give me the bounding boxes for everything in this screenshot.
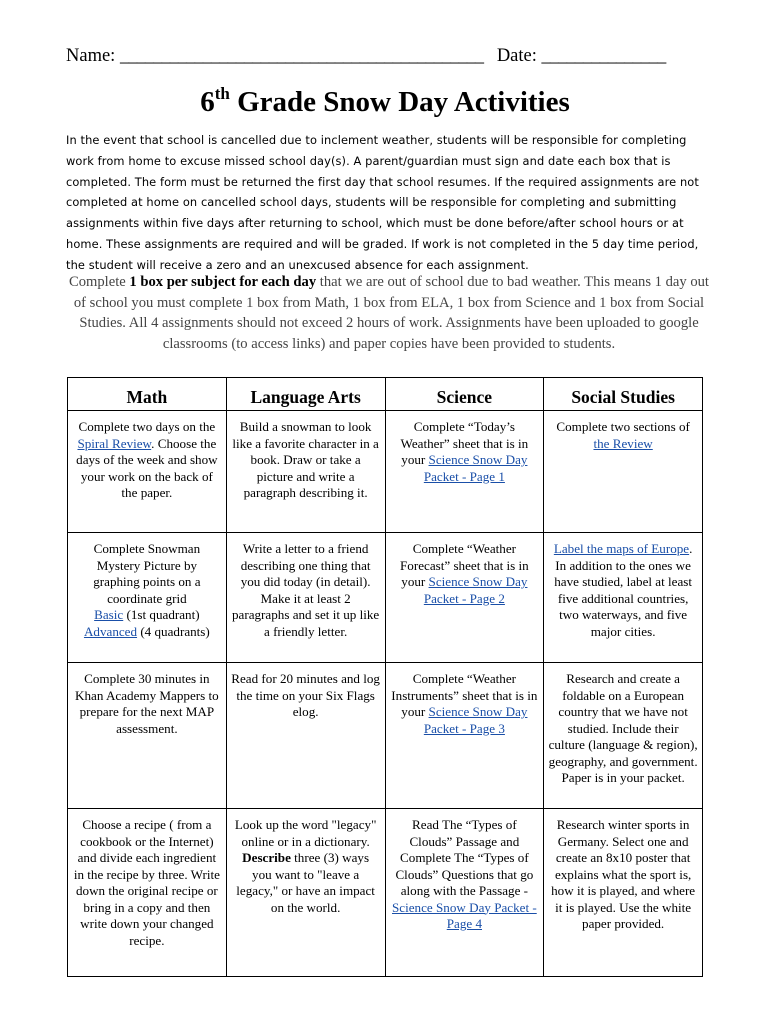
cell-text: three (3) ways you want to "leave a legacy," or have an impact on the world. (236, 850, 375, 915)
cell-ss-4: Research winter sports in Germany. Select one and create an 8x10 poster that explains what the sport is, how it is played, and where it is played. Use the white paper provided. (544, 809, 703, 977)
instructions-bold: 1 box per subject for each day (129, 274, 317, 290)
cell-text: Complete “Today’s Weather” sheet that is in your (400, 419, 529, 467)
cell-math-4: Choose a recipe ( from a cookbook or the Internet) and divide each ingredient in the recipe by three. Write down the original recipe or bring in a copy and then write down your changed recipe. (68, 809, 227, 977)
cell-text: (1st quadrant) (123, 607, 200, 622)
title-number: 6 (200, 86, 215, 118)
cell-bold-text: Describe (242, 850, 291, 865)
cell-ss-1 (544, 411, 703, 533)
cell-ela-4 (226, 809, 385, 977)
title-text: Grade Snow Day Activities (237, 86, 570, 118)
basic-link[interactable]: Basic (94, 607, 124, 622)
cell-text: (4 quadrants) (137, 623, 210, 639)
header-social-studies: Social Studies (544, 378, 703, 411)
table-row (68, 411, 703, 533)
intro-paragraph: In the event that school is cancelled due to inclement weather, students will be responsible for completing work from home to excuse missed school day(s). A parent/guardian must sign and date each box that is completed. The form must be returned the first day that school resumes. If the required assignments are not completed at home on cancelled school days, students will be responsible for completing and submitting assignments within five days after returning to school, which must be done before/after school hours or at home. These assignments are required and will be graded. If work is not completed in the 5 day time period, the student will receive a zero and an unexcused absence for each assignment. (66, 133, 699, 272)
cell-text: Complete two sections of (556, 419, 690, 434)
cell-ela-3: Read for 20 minutes and log the time on your Six Flags elog. (226, 663, 385, 809)
header-science: Science (385, 378, 544, 411)
cell-science-3 (385, 663, 544, 809)
date-label: Date: (496, 46, 537, 66)
header-math: Math (68, 378, 227, 411)
cell-text: . In addition to the ones we have studied, label at least five additional countries, two waterways, and five major cities. (554, 541, 693, 639)
name-date-line (66, 46, 706, 67)
science-packet-page2-link[interactable]: Science Snow Day Packet - Page 2 (423, 574, 528, 606)
activities-table (67, 377, 703, 977)
cell-text: Complete “Weather Instruments” sheet that is in your (391, 671, 538, 719)
instructions-post: that we are out of school due to bad weather. This means 1 day out of school you must complete 1 box from Math, 1 box from ELA, 1 box from Science and 1 box from Social Studies. All 4 assignments should not exceed 2 hours of work. Assignments have been uploaded to google classrooms (to access links) and paper copies have been provided to students. (73, 274, 709, 353)
instructions-paragraph (66, 272, 712, 355)
advanced-link[interactable]: Advanced (83, 623, 138, 639)
cell-science-1 (385, 411, 544, 533)
table-row (68, 809, 703, 977)
cell-text: Look up the word "legacy" online or in a dictionary. (234, 817, 377, 849)
cell-science-4 (385, 809, 544, 977)
spiral-review-link[interactable]: Spiral Review (77, 435, 152, 451)
science-packet-page4-link[interactable]: Science Snow Day Packet - Page 4 (392, 899, 537, 931)
header-language-arts: Language Arts (226, 378, 385, 411)
the-review-link[interactable]: the Review (593, 435, 653, 451)
science-packet-page3-link[interactable]: Science Snow Day Packet - Page 3 (423, 704, 528, 736)
cell-text: Complete Snowman Mystery Picture by graphing points on a coordinate grid (93, 541, 201, 606)
science-packet-page1-link[interactable]: Science Snow Day Packet - Page 1 (423, 452, 528, 484)
instructions-pre: Complete (68, 274, 130, 290)
table-header-row (68, 378, 703, 411)
cell-science-2 (385, 533, 544, 663)
date-blank[interactable]: _______________ (541, 46, 666, 66)
table-row (68, 533, 703, 663)
page-title (0, 86, 770, 119)
name-blank[interactable]: ____________________________________________ (119, 46, 483, 66)
cell-text: Read The “Types of Clouds” Passage and Complete The “Types of Clouds” Questions that go along with the Passage - (395, 817, 534, 898)
cell-ss-3: Research and create a foldable on a European country that we have not studied. Include their culture (language & region), geography, and government. Paper is in your packet. (544, 663, 703, 809)
cell-text: Complete two days on the (78, 419, 216, 434)
cell-math-1 (68, 411, 227, 533)
cell-ss-2 (544, 533, 703, 663)
cell-ela-2: Write a letter to a friend describing one thing that you did today (in detail). Make it at least 2 paragraphs and set it up like a friendly letter. (226, 533, 385, 663)
cell-text: . Choose the days of the week and show your work on the back of the paper. (76, 435, 218, 500)
cell-math-2 (68, 533, 227, 663)
cell-ela-1: Build a snowman to look like a favorite character in a book. Draw or take a picture and write a paragraph describing it. (226, 411, 385, 533)
title-suffix: th (214, 84, 230, 103)
cell-text: Complete “Weather Forecast” sheet that is in your (400, 541, 529, 589)
table-row (68, 663, 703, 809)
cell-math-3: Complete 30 minutes in Khan Academy Mappers to prepare for the next MAP assessment. (68, 663, 227, 809)
label-maps-europe-link[interactable]: Label the maps of Europe (553, 541, 690, 556)
name-label: Name: (66, 46, 116, 66)
